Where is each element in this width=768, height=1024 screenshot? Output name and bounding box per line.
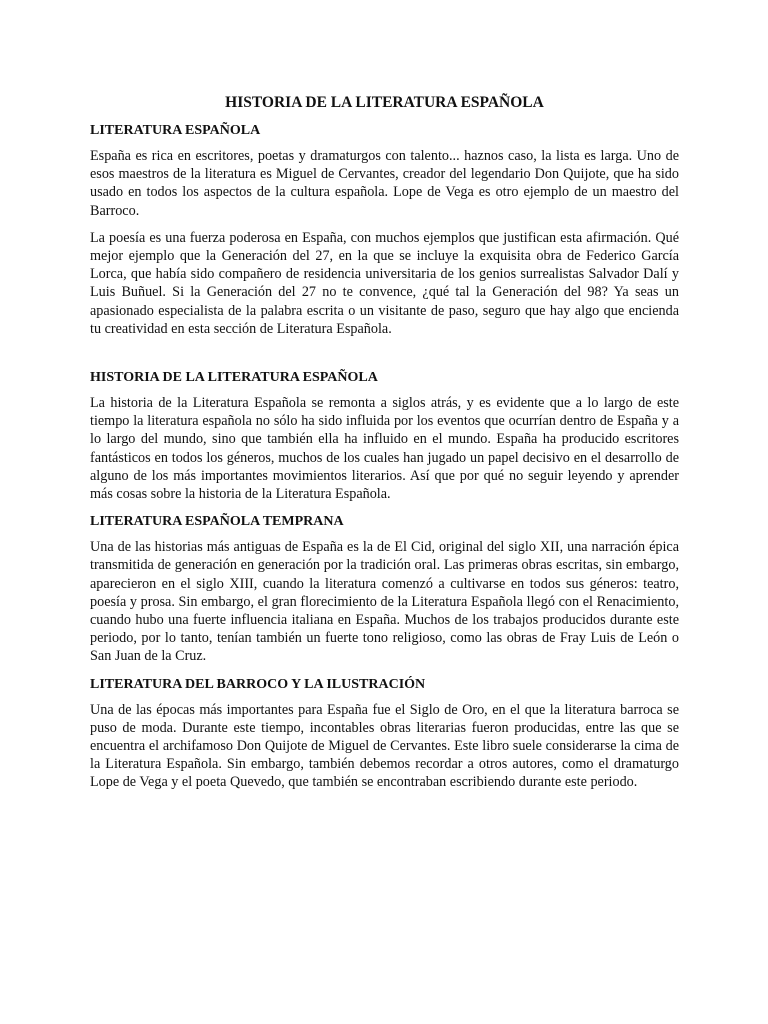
section-heading: LITERATURA ESPAÑOLA bbox=[90, 123, 261, 138]
paragraph: Una de las historias más antiguas de España es la de El Cid, original del siglo XII, una narración épica transmitida de generación en generación por la tradición oral. Las primeras obras escritas, sin embargo, aparecieron en el siglo XIII, cuando la literatura comenzó a cultivarse en todos sus géneros: teatro, poesía y prosa. Sin embargo, el gran florecimiento de la Literatura Española llegó con el Renacimiento, cuando hubo una fuerte influencia italiana en España. Muchos de los trabajos producidos durante este periodo, por lo tanto, tenían también un fuerte tono religioso, como las obras de Fray Luis de León o San Juan de la Cruz. bbox=[90, 539, 679, 665]
document-page bbox=[90, 93, 679, 801]
section-heading: LITERATURA DEL BARROCO Y LA ILUSTRACIÓN bbox=[90, 676, 426, 692]
section-temprana bbox=[90, 512, 679, 665]
section-heading: LITERATURA ESPAÑOLA TEMPRANA bbox=[90, 514, 344, 530]
blank-line bbox=[90, 347, 679, 368]
paragraph: Una de las épocas más importantes para España fue el Siglo de Oro, en el que la literatura barroca se puso de moda. Durante este tiempo, incontables obras literarias fueron producidas, entre las que se encuentra el archifamoso Don Quijote de Miguel de Cervantes. Este libro suele considerarse la cima de la Literatura Española. Sin embargo, también debemos recordar a otros autores, como el dramaturgo Lope de Vega y el poeta Quevedo, que también se encontraban escribiendo durante este periodo. bbox=[90, 701, 679, 791]
section-literatura-espanola bbox=[90, 121, 679, 338]
document-title: HISTORIA DE LA LITERATURA ESPAÑOLA bbox=[225, 94, 544, 111]
paragraph: La historia de la Literatura Española se remonta a siglos atrás, y es evidente que a lo largo de este tiempo la literatura española no sólo ha sido influida por los eventos que ocurrían dentro de España y a lo largo del mundo, sino que también ella ha influido en el mundo. España ha producido escritores fantásticos en todos los géneros, muchos de los cuales han jugado un papel decisivo en el desarrollo de alguno de los más importantes movimientos literarios. Así que por qué no seguir leyendo y aprender más cosas sobre la historia de la Literatura Española. bbox=[90, 395, 679, 503]
paragraph: La poesía es una fuerza poderosa en España, con muchos ejemplos que justifican esta afirmación. Qué mejor ejemplo que la Generación del 27, en la que se incluye la exquisita obra de Federico García Lorca, que había sido compañero de residencia universitaria de los genios surrealistas Salvador Dalí y Luis Buñuel. Si la Generación del 27 no te convence, ¿qué tal la Generación del 98? Ya seas un apasionado especialista de la palabra escrita o un visitante de paso, seguro que hay algo que encienda tu creatividad en esta sección de Literatura Española. bbox=[90, 229, 679, 337]
paragraph: España es rica en escritores, poetas y dramaturgos con talento... haznos caso, la lista es larga. Uno de esos maestros de la literatura es Miguel de Cervantes, creador del legendario Don Quijote, que ha sido usado en todos los aspectos de la cultura española. Lope de Vega es otro ejemplo de un maestro del Barroco. bbox=[90, 148, 679, 219]
section-heading: HISTORIA DE LA LITERATURA ESPAÑOLA bbox=[90, 370, 378, 386]
section-barroco bbox=[90, 675, 679, 792]
section-historia bbox=[90, 368, 679, 503]
